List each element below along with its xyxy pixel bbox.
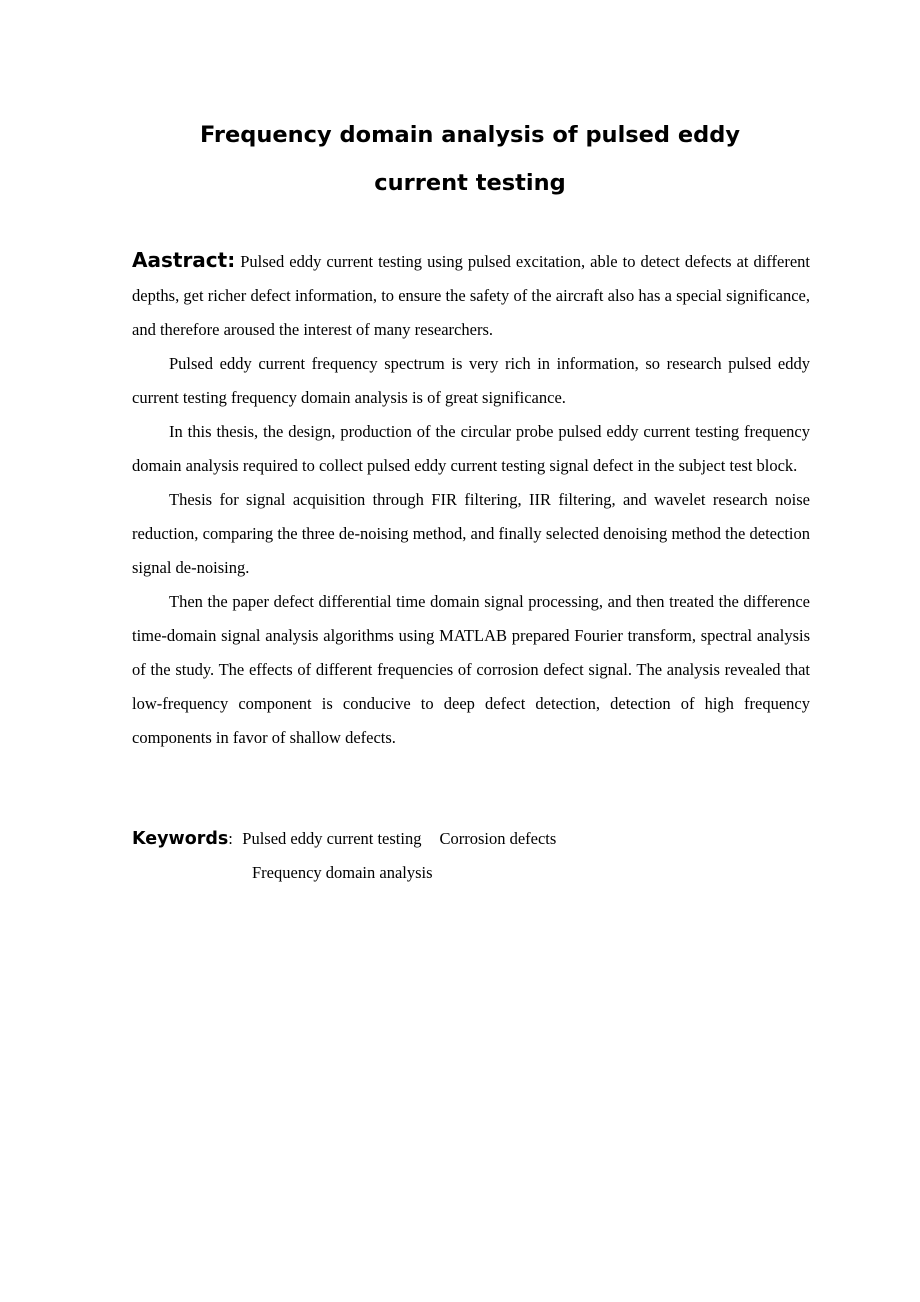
- keyword-item: Pulsed eddy current testing: [242, 829, 422, 848]
- abstract-paragraph-3: In this thesis, the design, production of the circular probe pulsed eddy current testing frequency domain analysis required to collect pulsed eddy current testing signal defect in the subject test block.: [132, 422, 810, 475]
- keywords-section: [132, 822, 810, 890]
- keywords-label: Keywords: [132, 829, 229, 849]
- keywords-separator: :: [228, 829, 233, 848]
- abstract-paragraph-1: [132, 243, 810, 347]
- abstract-section: [132, 243, 810, 755]
- abstract-paragraph-5: Then the paper defect differential time domain signal processing, and then treated the difference time-domain signal analysis algorithms using MATLAB prepared Fourier transform, spectral analysis of the study. The effects of different frequencies of corrosion defect signal. The analysis revealed that low-frequency component is conducive to deep defect detection, detection of high frequency components in favor of shallow defects.: [132, 592, 810, 747]
- keywords-line-2: [132, 856, 810, 890]
- abstract-paragraph-1-text: Pulsed eddy current testing using pulsed excitation, able to detect defects at different depths, get richer defect information, to ensure the safety of the aircraft also has a special significance, and therefore aroused the interest of many researchers.: [132, 252, 810, 339]
- abstract-paragraph-2: Pulsed eddy current frequency spectrum is very rich in information, so research pulsed eddy current testing frequency domain analysis is of great significance.: [132, 354, 810, 407]
- paper-title-line-1: Frequency domain analysis of pulsed eddy: [199, 122, 741, 148]
- keywords-line-1: [132, 829, 556, 848]
- keyword-item: Corrosion defects: [439, 829, 557, 848]
- abstract-paragraph-4: Thesis for signal acquisition through FIR filtering, IIR filtering, and wavelet research noise reduction, comparing the three de-noising method, and finally selected denoising method the detection signal de-noising.: [132, 490, 810, 577]
- paper-title-line-2: current testing: [374, 170, 566, 196]
- abstract-label: Aastract:: [132, 248, 236, 272]
- keyword-item: Frequency domain analysis: [252, 863, 433, 882]
